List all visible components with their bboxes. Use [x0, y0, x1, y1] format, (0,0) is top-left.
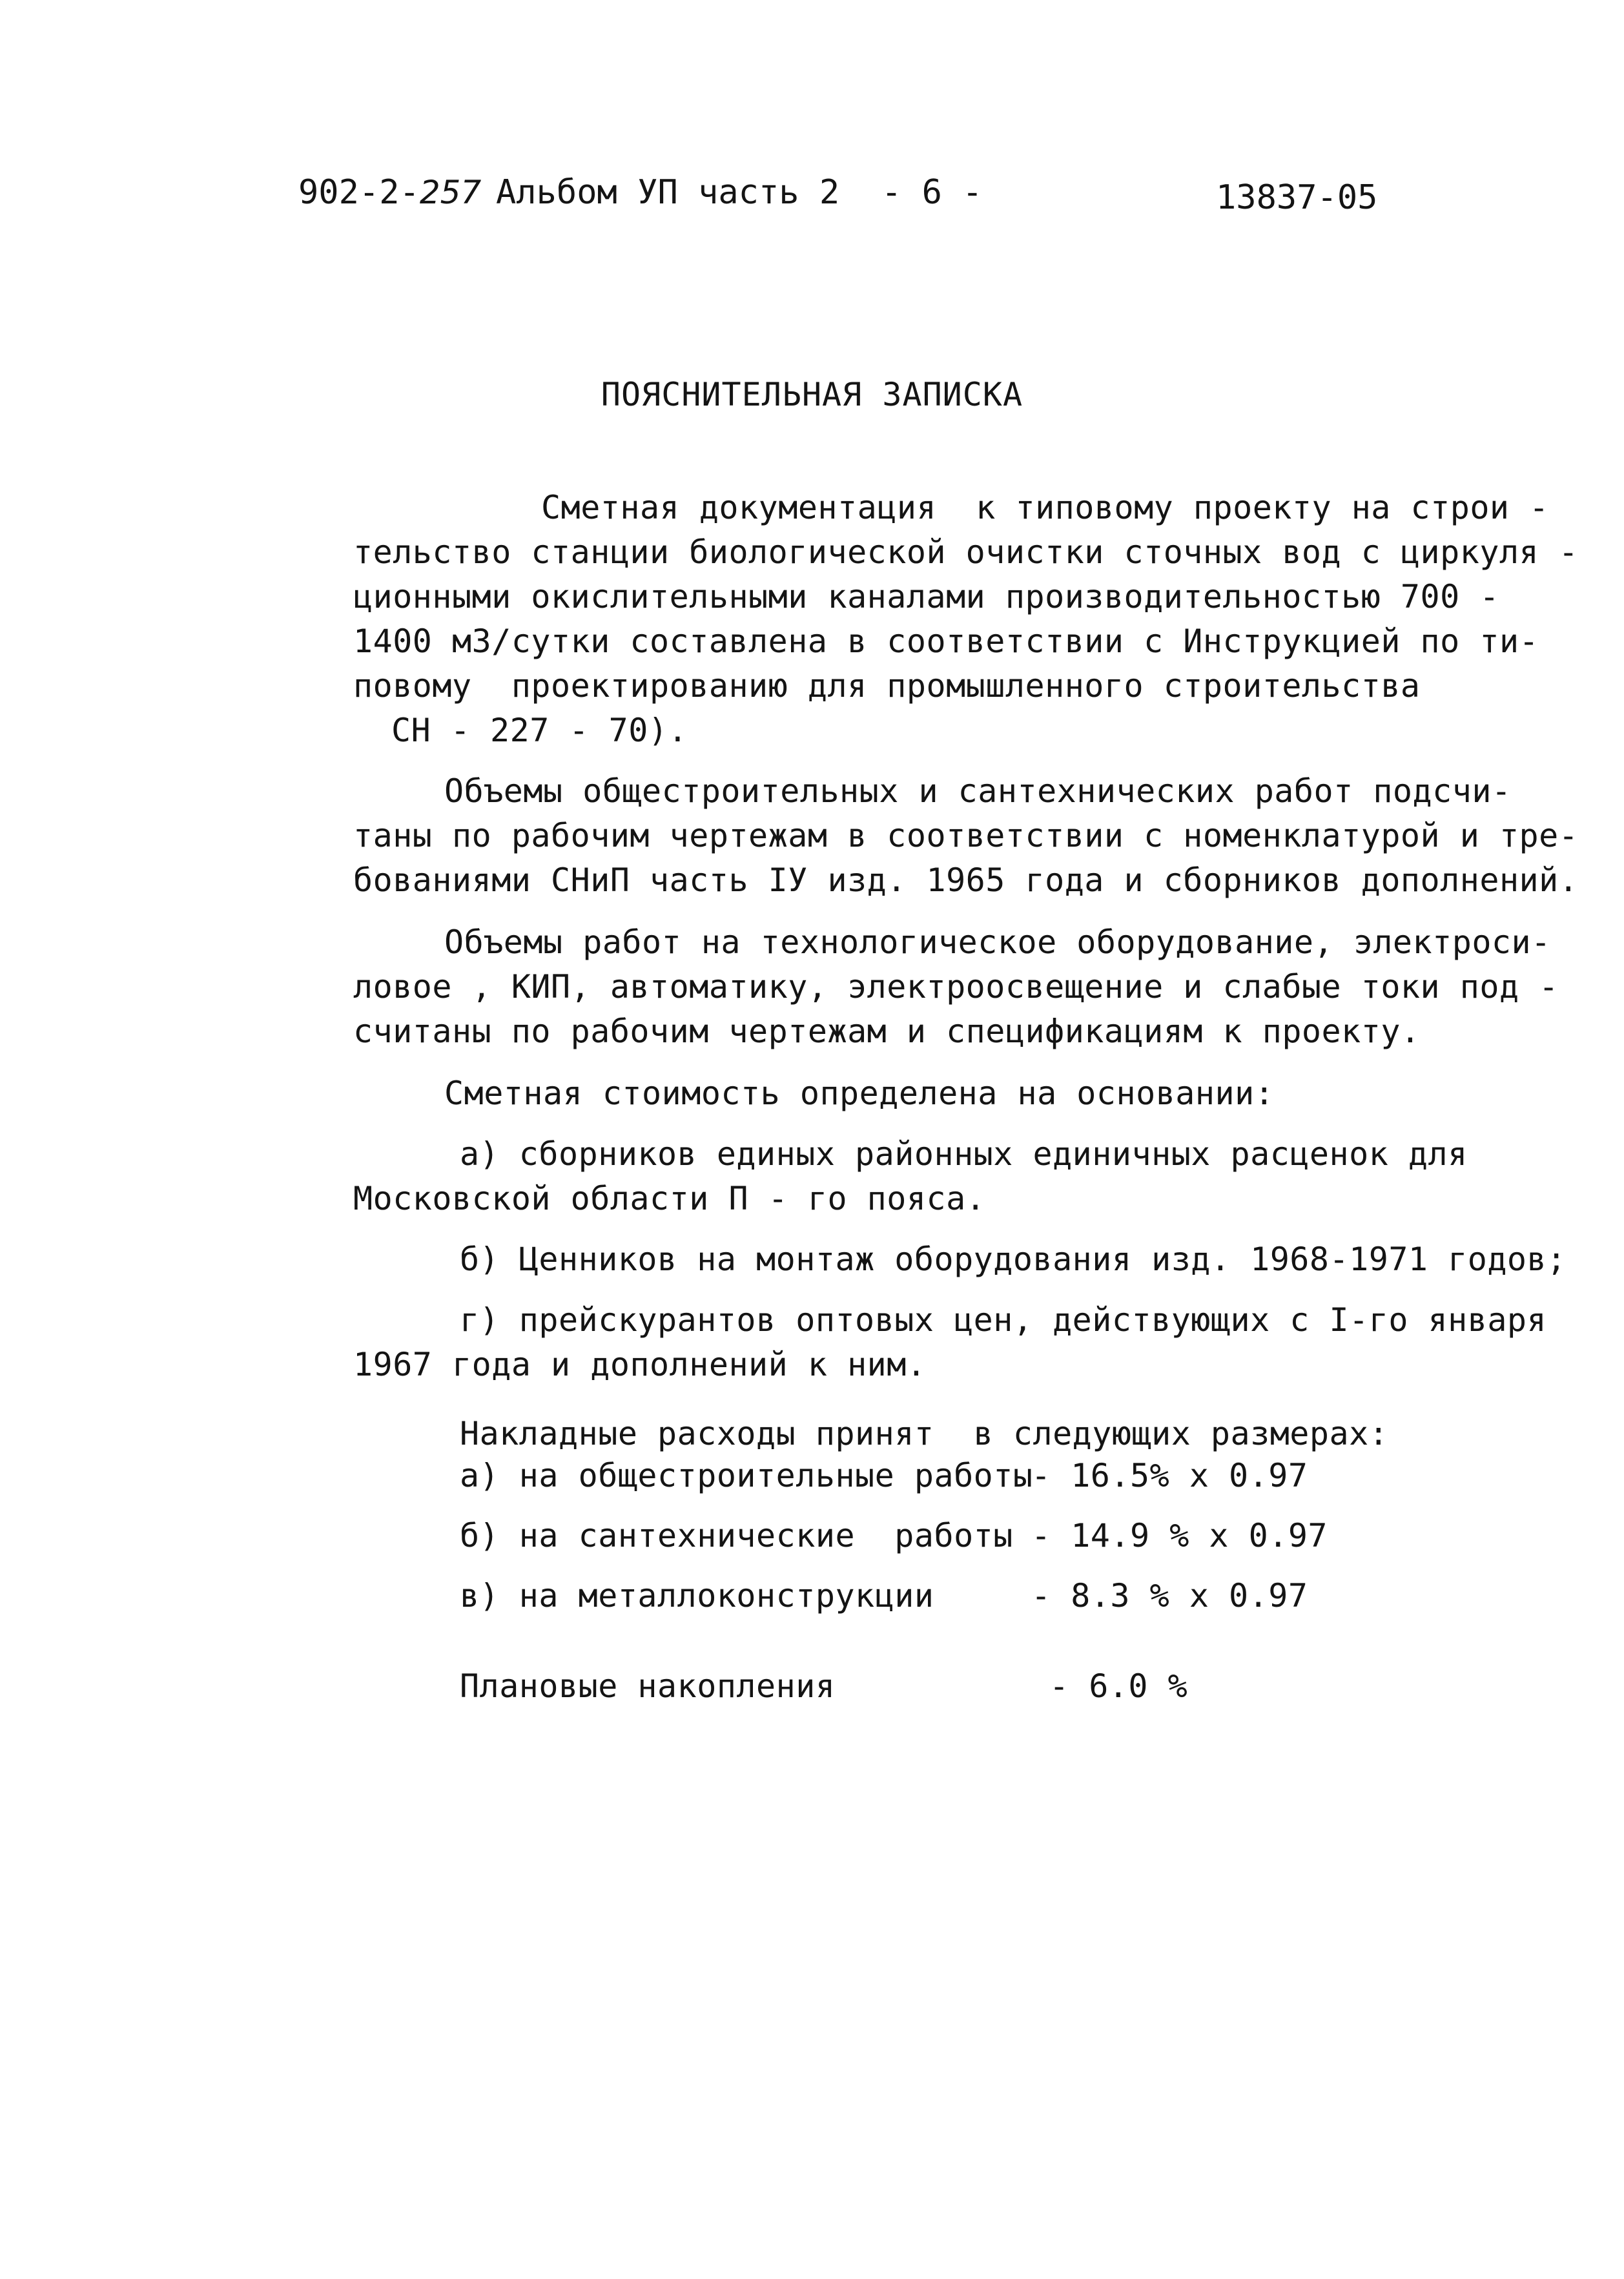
handwritten-document-number: 13837-05	[1216, 178, 1378, 217]
paragraph-line: Сметная документация к типовому проекту на строи -	[541, 489, 1549, 526]
paragraph-line: ционными окислительными каналами производительностью 700 -	[353, 578, 1499, 615]
paragraph-line: Объемы работ на технологическое оборудование, электроси-	[444, 923, 1551, 961]
basis-item-a: а) сборников единых районных единичных расценок для	[460, 1135, 1468, 1173]
page-number: - 6 -	[881, 173, 983, 212]
paragraph-line: СН - 227 - 70).	[391, 712, 688, 749]
document-code-prefix: 902-2-	[298, 173, 420, 212]
planned-savings-value: - 6.0 %	[1049, 1667, 1188, 1705]
paragraph-line: Сметная стоимость определена на основании:	[444, 1075, 1275, 1112]
basis-item-g-continued: 1967 года и дополнений к ним.	[353, 1346, 927, 1383]
paragraph-line: считаны по рабочим чертежам и спецификациям к проекту.	[353, 1013, 1421, 1050]
paragraph-line: Объемы общестроительных и сантехнических работ подсчи-	[444, 772, 1512, 810]
overhead-item-value: - 14.9 % х 0.97	[1031, 1517, 1328, 1554]
overhead-item-value: - 8.3 % х 0.97	[1031, 1577, 1308, 1614]
paragraph-line: 1400 м3/сутки составлена в соответствии с Инструкцией по ти-	[353, 623, 1539, 660]
basis-item-g: г) прейскурантов оптовых цен, действующих с I-го января	[460, 1301, 1547, 1339]
overhead-item-label: а) на общестроительные работы	[460, 1457, 1033, 1494]
basis-item-a-continued: Московской области П - го пояса.	[353, 1180, 986, 1217]
overhead-intro: Накладные расходы принят в следующих размерах:	[460, 1415, 1389, 1452]
basis-item-b: б) Ценников на монтаж оборудования изд. 1968-1971 годов;	[460, 1241, 1567, 1278]
paragraph-line: ловое , КИП, автоматику, электроосвещение и слабые токи под -	[353, 968, 1559, 1005]
document-code	[298, 173, 481, 212]
document-code-handwritten: 257	[419, 174, 482, 211]
page-title: ПОЯСНИТЕЛЬНАЯ ЗАПИСКА	[601, 376, 1023, 413]
overhead-item-label: в) на металлоконструкции	[460, 1577, 934, 1614]
paragraph-line: тельство станции биологической очистки сточных вод с циркуля -	[353, 533, 1579, 571]
paragraph-line: бованиями СНиП часть IУ изд. 1965 года и сборников дополнений.	[353, 861, 1579, 899]
overhead-item-label: б) на сантехнические работы	[460, 1517, 1013, 1554]
album-label: Альбом УП часть 2	[496, 173, 840, 212]
planned-savings-label: Плановые накопления	[460, 1667, 836, 1705]
paragraph-line: повому проектированию для промышленного строительства	[353, 667, 1421, 705]
paragraph-line: таны по рабочим чертежам в соответствии с номенклатурой и тре-	[353, 817, 1579, 854]
overhead-item-value: - 16.5% х 0.97	[1031, 1457, 1308, 1494]
